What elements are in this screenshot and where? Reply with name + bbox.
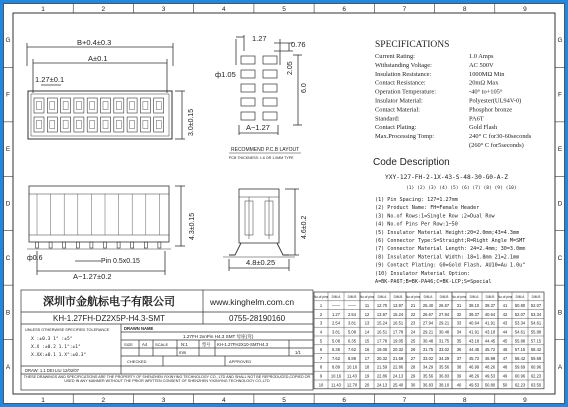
spec-label: Withstanding Voltage: (375, 61, 432, 69)
table-cell: 46.99 (484, 355, 496, 361)
dim-a: A±0.1 (88, 54, 108, 63)
table-cell: 48 (502, 364, 508, 370)
table-header: DIM.B (393, 295, 403, 299)
tolerance-heading: UNLESS OTHERWISE SPECIFIED TOLERANCE (25, 328, 110, 332)
grid-col-top: 6 (342, 6, 347, 13)
table-cell: 35.56 (422, 373, 434, 379)
grid-col-bottom: 2 (101, 397, 106, 404)
fp-length: 6.0 (301, 83, 308, 93)
table-cell: 30.48 (422, 338, 434, 344)
grid-col-bottom: 6 (342, 397, 347, 404)
drawn-name: DRAWN NAME (124, 326, 154, 331)
grid-col-bottom: 9 (523, 397, 527, 404)
table-cell: 45.72 (468, 355, 480, 361)
table-cell: 23 (410, 320, 416, 326)
footer-note: THESE DRAWINGS AND SPECIFICATIONS ARE THE PROPERTY OF SHENZHEN YIXINYING TECHNOLOGY CO., LTD AND SHALL NOT BE REPRODUCED,COPIED OR USED IN ANY MANNER WITHOUT THE PRIOR WRITTEN CONSENT OF SHENZHEN YIXINYING TECHNOLOGY CO.,LTD (23, 375, 311, 384)
spec-label: Contact Material: (375, 106, 420, 114)
code-item: (4) No.of Pins Per Row:1~50 (375, 221, 458, 228)
company-name: 深圳市金航标电子有限公司 (43, 296, 175, 308)
part-number: KH-1.27FH-DZ2X5P-H4.3-SMT (53, 314, 166, 323)
table-cell: 3.81 (348, 320, 356, 326)
drawing-sheet (3, 3, 565, 404)
table-cell: 52.07 (514, 311, 526, 317)
grid-row-right: B (557, 309, 563, 317)
table-cell: 21.59 (392, 355, 404, 361)
table-cell: 5.08 (348, 329, 356, 335)
table-cell: 36.83 (438, 373, 450, 379)
table-cell: 19 (364, 373, 370, 379)
table-header: DIM.B (347, 295, 357, 299)
table-cell: 33 (456, 320, 462, 326)
table-header: DIM.B (531, 295, 541, 299)
table-cell: 35 (456, 338, 462, 344)
table-cell: 33.02 (422, 355, 434, 361)
table-cell: 6.35 (348, 338, 356, 344)
table-cell: 62.23 (530, 373, 542, 379)
spec-value: 240° C for30-60seconds (469, 133, 532, 141)
table-cell: 20.32 (392, 347, 404, 353)
table-cell: 29.21 (422, 329, 434, 335)
table-cell: —— (347, 303, 357, 309)
table-cell: 58.42 (530, 347, 542, 353)
grid-col-bottom: 3 (161, 397, 166, 404)
spec-value: Phosphor bronze (469, 106, 513, 114)
company-website: www.kinghelm.com.cn (210, 297, 295, 307)
table-header: DIM.A (423, 295, 433, 299)
code-item: (6) Connector Type:S=Straight;R=Right Angle M=SMT (375, 238, 526, 244)
table-cell: 2 (319, 311, 323, 317)
table-cell: 43.18 (468, 338, 480, 344)
table-cell: 49 (502, 373, 508, 379)
table-cell: 26.67 (438, 303, 450, 309)
side-dia: ф0.6 (27, 255, 43, 262)
table-cell: 40.64 (484, 311, 496, 317)
table-cell: 57.15 (514, 347, 526, 353)
table-cell: 22 (410, 311, 416, 317)
table-cell: 53.34 (514, 320, 526, 326)
table-cell: 19.05 (376, 347, 388, 353)
table-cell: 24 (410, 329, 416, 335)
table-cell: 2.54 (332, 320, 340, 326)
spec-label: Standard: (375, 115, 400, 123)
grid-row-left: F (6, 91, 10, 99)
side-height: 4.3±0.15 (189, 212, 196, 240)
table-cell: 5.08 (332, 338, 340, 344)
table-cell: 13.97 (376, 311, 388, 317)
table-cell: 1.27 (332, 311, 340, 317)
spec-value: Polyester(UL94V-0) (469, 97, 522, 105)
grid-col-top: 1 (41, 6, 45, 13)
table-cell: 25.40 (392, 382, 404, 388)
table-header: No.of pins (497, 295, 513, 299)
code-item: (5) Insulator Material Height:20=2.0mm;43=4.3mm (375, 229, 520, 236)
table-cell: 1 (319, 303, 323, 309)
table-header: No.of pins (313, 295, 329, 299)
grid-col-top: 5 (282, 6, 286, 13)
spec-value: 1.0 Amps (469, 53, 494, 60)
table-cell: 25.40 (422, 303, 434, 309)
table-cell: 7.62 (332, 355, 340, 361)
table-cell: 45.72 (484, 347, 496, 353)
table-cell: 29.21 (438, 320, 450, 326)
table-cell: 35.56 (438, 364, 450, 370)
table-cell: 43 (502, 320, 508, 326)
table-cell: 11.43 (331, 382, 341, 388)
grid-row-right: E (557, 146, 563, 154)
table-cell: 40 (456, 382, 462, 388)
spec-value: 1000MΩ Min (469, 70, 505, 78)
code-item: (7) Connector Material Length: 24=2.4mm; 30=3.0mm (375, 246, 526, 253)
table-cell: 9 (319, 373, 323, 379)
table-cell: 12.70 (346, 382, 358, 388)
checked-label: CHECKED (127, 359, 147, 364)
code-item: (3) No.of Rows:1=Single Row ;2=Dual Row (375, 213, 495, 220)
table-header: DIM.A (331, 295, 341, 299)
table-cell: 17.78 (392, 329, 404, 335)
table-cell: 7.62 (348, 347, 356, 353)
grid-row-left: B (5, 309, 11, 317)
table-cell: 15.24 (376, 320, 388, 326)
table-cell: 34 (456, 329, 462, 335)
table-cell: 62.23 (514, 382, 526, 388)
table-cell: 36 (456, 347, 462, 353)
fp-note-2: PCB THICKNESS: 1.6 OR 1.0MM TYPE (229, 156, 294, 160)
table-header: DIM.B (485, 295, 495, 299)
table-cell: 16.51 (376, 329, 388, 335)
code-item: (10) Insulator Material Option: (375, 270, 471, 277)
code-item: (9) Contact Plating: G0=Gold Flash, AU10=Au 1.0u" (375, 262, 526, 269)
table-header: No.of pins (451, 295, 467, 299)
table-cell: 11 (364, 303, 370, 309)
table-cell: 15.24 (392, 311, 404, 317)
table-cell: 14 (364, 329, 370, 335)
spec-value: -40° to+105° (469, 88, 503, 96)
table-cell: 5 (319, 338, 323, 344)
table-cell: 36.83 (422, 382, 434, 388)
table-cell: 30 (410, 382, 416, 388)
code-title: Code Description (373, 157, 450, 168)
table-cell: 11.43 (347, 373, 357, 379)
table-cell: 13 (364, 320, 370, 326)
grid-row-right: A (557, 363, 563, 371)
size-label: SIZE (124, 342, 133, 347)
table-cell: 44.45 (468, 347, 480, 353)
side-a-dim: A−1.27±0.2 (73, 272, 112, 281)
fp-note: RECOMMEND P.C.B LAYOUT (231, 147, 300, 153)
table-cell: 55.88 (514, 338, 526, 344)
end-height: 4.6±0.2 (301, 215, 308, 239)
grid-row-left: A (5, 363, 11, 371)
end-width: 4.8±0.25 (246, 258, 276, 267)
grid-col-bottom: 1 (41, 397, 45, 404)
table-cell: 20.32 (376, 355, 388, 361)
code-numbers: (1) (2) (3) (4) (5) (6) (7) (8) (9) (10) (406, 186, 517, 191)
table-cell: 58.42 (514, 355, 526, 361)
fp-gap: 0.76 (291, 40, 306, 49)
fp-pitch: 1.27 (252, 34, 267, 43)
table-cell: 43.18 (484, 329, 496, 335)
code-item: A=BK-PA6T;B=BK-PA46;C=BK-LCP;S=Special (375, 279, 492, 285)
table-cell: 4 (319, 329, 323, 335)
table-cell: 31.75 (422, 347, 434, 353)
fp-a-minus: A−1.27 (246, 123, 270, 132)
table-cell: 40.64 (468, 320, 480, 326)
dim-height: 3.0±0.15 (188, 108, 195, 136)
page-number: 1/1 (295, 350, 301, 355)
grid-col-top: 4 (221, 6, 226, 13)
table-header: DIM.A (515, 295, 525, 299)
table-header: DIM.B (439, 295, 449, 299)
table-cell: 21.59 (376, 364, 388, 370)
table-cell: 15 (364, 338, 370, 344)
spec-value: (260° C for5seconds) (469, 142, 524, 149)
table-cell: 17 (364, 355, 370, 361)
table-header: No.of pins (405, 295, 421, 299)
table-cell: 44.45 (484, 338, 496, 344)
table-cell: 10.16 (330, 373, 342, 379)
table-cell: 41.91 (468, 329, 480, 335)
table-cell: 24.13 (376, 382, 388, 388)
grid-col-top: 8 (462, 6, 467, 13)
draw-info: DRAW: 1.1 DEI LIU 12/02/07 (25, 368, 79, 373)
code-item: (2) Product Name: FH=Female Header (375, 205, 480, 212)
table-cell: 48.26 (484, 364, 496, 370)
grid-row-right: D (557, 200, 563, 208)
table-cell: 26 (410, 347, 416, 353)
spec-label: Contact Resistance: (375, 79, 426, 87)
table-cell: 12.70 (376, 303, 388, 309)
grid-col-top: 9 (523, 6, 527, 13)
grid-col-top: 3 (161, 6, 166, 13)
table-cell: 50 (502, 382, 508, 388)
dim-b: B+0.4±0.3 (77, 38, 112, 47)
table-cell: 46.99 (468, 364, 480, 370)
table-cell: 48.26 (468, 373, 480, 379)
table-header: No.of pins (359, 295, 375, 299)
tolerance-3: X.XX:±0.1 1.X°:±0.3° (31, 353, 87, 358)
table-cell: 27 (410, 355, 416, 361)
spec-value: AC 500V (469, 61, 494, 69)
model-label: 型号 (202, 342, 211, 347)
grid-row-left: C (5, 254, 11, 262)
grid-col-bottom: 7 (402, 397, 407, 404)
table-header: DIM.A (469, 295, 479, 299)
table-cell: 27.94 (422, 320, 434, 326)
table-cell: 28 (410, 364, 416, 370)
table-cell: 29 (410, 373, 416, 379)
table-cell: 26.67 (422, 311, 434, 317)
table-cell: 16 (364, 347, 370, 353)
grid-row-left: D (5, 200, 11, 208)
table-cell: 54.61 (514, 329, 526, 335)
spec-value: 20mΩ Max (469, 79, 499, 87)
table-cell: 3.81 (332, 329, 340, 335)
table-cell: 27.94 (438, 311, 450, 317)
table-cell: 39 (456, 373, 462, 379)
tolerance-1: X :±0.3 1° :±5° (31, 337, 73, 342)
tolerance-2: X.X :±0.2 1.1°:±1° (31, 345, 81, 350)
table-cell: 38.10 (438, 382, 450, 388)
dim-pitch: 1.27±0.1 (35, 75, 65, 84)
table-cell: 30.48 (438, 329, 450, 335)
table-cell: 63.50 (530, 382, 542, 388)
table-cell: 24.13 (392, 373, 404, 379)
grid-col-bottom: 4 (221, 397, 226, 404)
table-cell: 59.69 (530, 355, 542, 361)
table-cell: 59.69 (514, 364, 526, 370)
table-cell: 39.37 (468, 311, 480, 317)
unit-value: mm (179, 350, 187, 355)
table-cell: 50.80 (484, 382, 496, 388)
spec-title: SPECIFICATIONS (375, 40, 450, 50)
spec-label: Insulator Material: (375, 97, 423, 105)
table-cell: 41.91 (484, 320, 496, 326)
approved-label: APPROVED (229, 359, 252, 364)
table-cell: 34.29 (422, 364, 434, 370)
table-cell: 45 (502, 338, 508, 344)
table-cell: 47 (502, 355, 508, 361)
table-cell: 25 (410, 338, 416, 344)
spec-label: Max.Processing Tomp: (375, 133, 435, 141)
table-cell: 17.78 (376, 338, 388, 344)
table-cell: 3 (319, 320, 323, 326)
company-phone: 0755-28190160 (229, 314, 286, 323)
table-cell: 18 (364, 364, 370, 370)
table-cell: 21 (410, 303, 416, 309)
code-item: (8) Insulator Material Width: 18=1.8mm 21=2.1mm (375, 254, 520, 261)
technical-drawing (3, 3, 565, 404)
table-cell: 53.34 (530, 311, 542, 317)
table-cell: 31.75 (438, 338, 450, 344)
table-cell: 12 (364, 311, 370, 317)
spec-label: Insulation Resistance: (375, 70, 432, 78)
table-cell: 31 (456, 303, 462, 309)
grid-row-left: E (5, 146, 11, 154)
table-cell: 33.02 (438, 347, 450, 353)
table-cell: 60.96 (514, 373, 526, 379)
table-cell: 37 (456, 355, 462, 361)
table-cell: 54.61 (530, 320, 542, 326)
table-cell: 22.86 (392, 364, 404, 370)
table-cell: 50.80 (514, 303, 526, 309)
table-cell: 10.16 (346, 364, 358, 370)
code-item: (1) Pin Spacing: 127=1.27mm (375, 197, 458, 203)
description: 1.27FH 2xnPin H4.3 SMT 母座(弯) (183, 334, 254, 339)
grid-col-top: 2 (101, 6, 106, 13)
grid-row-right: G (557, 37, 563, 45)
table-cell: 22.86 (376, 373, 388, 379)
table-cell: 7 (319, 355, 323, 361)
table-header: DIM.A (377, 295, 387, 299)
table-cell: 46 (502, 347, 508, 353)
table-cell: 49.53 (484, 373, 496, 379)
table-cell: 20 (364, 382, 370, 388)
table-cell: 6 (319, 347, 323, 353)
table-cell: 34.29 (438, 355, 450, 361)
table-cell: 10 (318, 382, 324, 388)
scale-value: N:1 (181, 342, 188, 347)
table-cell: 8 (319, 364, 323, 370)
table-cell: 19.05 (392, 338, 404, 344)
grid-row-right: F (558, 91, 562, 99)
size-value: A4 (142, 342, 148, 347)
grid-col-bottom: 8 (462, 397, 467, 404)
table-cell: 39.37 (484, 303, 496, 309)
table-cell: 8.89 (348, 355, 356, 361)
spec-label: Current Rating: (375, 53, 415, 60)
scale-label: SCALE (155, 342, 169, 347)
table-cell: 6.35 (332, 347, 340, 353)
table-cell: —— (331, 303, 341, 309)
fp-hole-dia: ф1.05 (215, 70, 236, 79)
table-cell: 42 (502, 311, 508, 317)
table-cell: 38 (456, 364, 462, 370)
table-cell: 55.88 (530, 329, 542, 335)
spec-label: Contact Plating: (375, 124, 417, 132)
spec-value: PA6T (469, 115, 484, 123)
table-cell: 44 (502, 329, 508, 335)
side-pin-size: Pin 0.5x0.15 (101, 258, 140, 265)
fp-row-pitch: 2.05 (287, 61, 294, 75)
table-cell: 38.10 (468, 303, 480, 309)
table-cell: 57.15 (530, 338, 542, 344)
grid-col-bottom: 5 (282, 397, 286, 404)
table-cell: 41 (502, 303, 508, 309)
table-cell: 52.07 (530, 303, 542, 309)
table-cell: 60.96 (530, 364, 542, 370)
spec-value: Gold Flash (469, 124, 498, 132)
table-cell: 8.89 (332, 364, 340, 370)
grid-col-top: 7 (402, 6, 407, 13)
table-cell: 49.53 (468, 382, 480, 388)
grid-row-left: G (5, 37, 11, 45)
grid-row-right: C (557, 254, 563, 262)
table-cell: 32 (456, 311, 462, 317)
table-cell: 2.54 (348, 311, 356, 317)
model-value: KH-1.27FH2X10-SMTH4.3 (217, 342, 269, 347)
table-cell: 13.97 (392, 303, 404, 309)
table-cell: 16.51 (392, 320, 404, 326)
spec-label: Operation Temperature: (375, 88, 437, 96)
code-pattern: YXY-127-FH-2-1X-43-S-48-30-G0-A-Z (385, 174, 508, 181)
